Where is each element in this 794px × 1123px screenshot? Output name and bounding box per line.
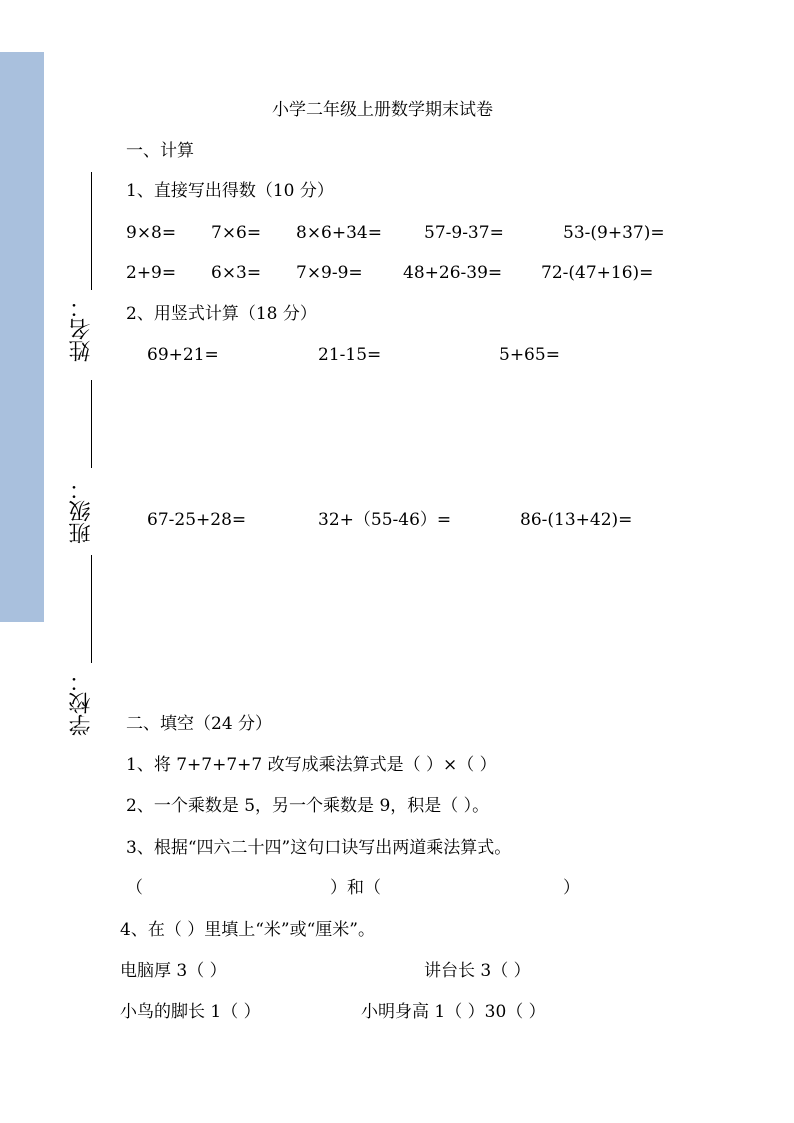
vertical-calc-item: 21-15=: [318, 345, 382, 365]
calc-item: 57-9-37=: [424, 223, 504, 243]
binding-line: [91, 380, 92, 468]
page-title: 小学二年级上册数学期末试卷: [272, 100, 493, 120]
calc-item: 7×6=: [211, 223, 262, 243]
fill-question: 2、一个乘数是 5，另一个乘数是 9，积是（ ）。: [126, 796, 490, 816]
class-label: 班级：: [69, 478, 94, 544]
calc-item: 8×6+34=: [296, 223, 382, 243]
calc-item: 6×3=: [211, 263, 262, 283]
vertical-calc-item: 67-25+28=: [147, 510, 247, 530]
answer-bracket: （: [126, 878, 143, 898]
answer-bracket: ）和（: [330, 878, 381, 898]
question-heading: 2、用竖式计算（18 分）: [126, 304, 317, 324]
school-label: 学校：: [69, 670, 94, 736]
fill-question: 4、在（ ）里填上“米”或“厘米”。: [120, 920, 375, 940]
vertical-calc-item: 32+（55-46）=: [318, 510, 452, 530]
calc-item: 48+26-39=: [403, 263, 503, 283]
calc-item: 7×9-9=: [296, 263, 363, 283]
section-heading: 二、填空（24 分）: [126, 714, 273, 734]
vertical-calc-item: 5+65=: [499, 345, 560, 365]
calc-item: 53-(9+37)=: [563, 223, 665, 243]
answer-bracket: ）: [563, 878, 580, 898]
binding-line: [91, 172, 92, 290]
calc-item: 2+9=: [126, 263, 177, 283]
vertical-calc-item: 86-(13+42)=: [520, 510, 633, 530]
calc-item: 72-(47+16)=: [541, 263, 654, 283]
fill-item: 小明身高 1（ ）30（ ）: [361, 1002, 546, 1022]
section-heading: 一、计算: [126, 141, 194, 161]
fill-item: 小鸟的脚长 1（ ）: [120, 1002, 261, 1022]
fill-item: 讲台长 3（ ）: [424, 961, 531, 981]
binding-line: [91, 555, 92, 663]
vertical-calc-item: 69+21=: [147, 345, 219, 365]
name-label: 姓名：: [69, 296, 94, 362]
side-color-band: [0, 52, 44, 622]
fill-question: 3、根据“四六二十四”这句口诀写出两道乘法算式。: [126, 838, 512, 858]
fill-question: 1、将 7+7+7+7 改写成乘法算式是（ ）×（ ）: [126, 755, 497, 775]
question-heading: 1、直接写出得数（10 分）: [126, 181, 334, 201]
fill-item: 电脑厚 3（ ）: [120, 961, 227, 981]
calc-item: 9×8=: [126, 223, 177, 243]
